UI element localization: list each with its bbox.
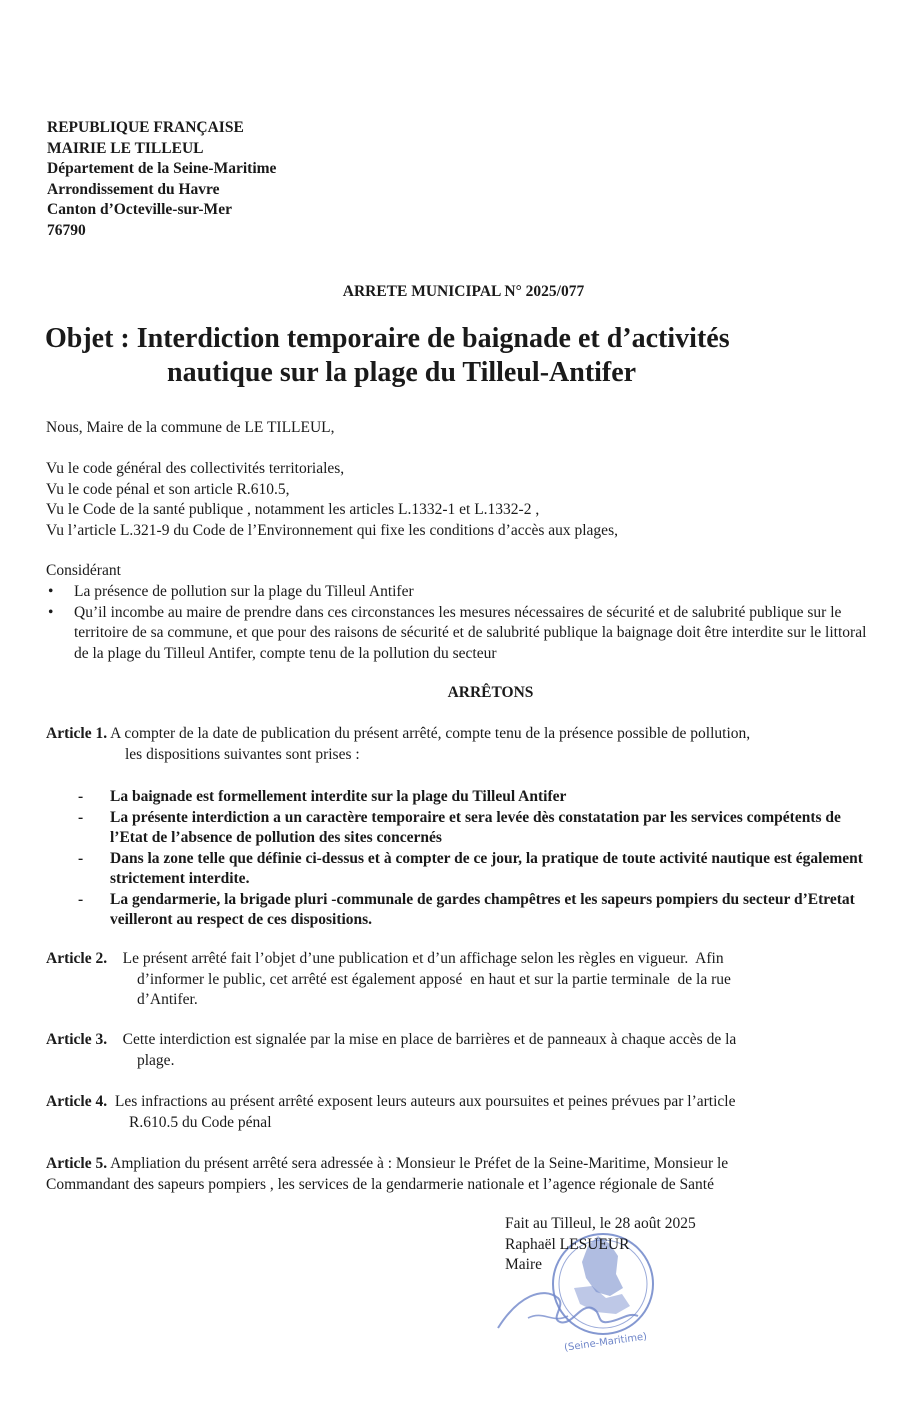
article-text: les dispositions suivantes sont prises :	[125, 745, 360, 763]
dash-icon: -	[78, 849, 84, 867]
letterhead-line: Arrondissement du Havre	[47, 180, 220, 198]
article-text: A compter de la date de publication du présent arrêté, compte tenu de la présence possible de pollution,	[107, 725, 751, 742]
list-item-text: La baignade est formellement interdite sur la plage du Tilleul Antifer	[110, 788, 567, 805]
dash-icon: -	[78, 788, 84, 805]
list-item	[78, 849, 868, 890]
list-item-text: La présence de pollution sur la plage du Tilleul Antifer	[74, 583, 414, 600]
list-item-text: Dans la zone telle que définie ci-dessus et à compter de ce jour, la pratique de toute activité nautique est également strictement interdite.	[110, 849, 863, 887]
bullet-icon: •	[48, 583, 54, 600]
document-title	[45, 322, 865, 390]
list-item	[46, 603, 876, 665]
list-item	[78, 787, 868, 808]
article-text: Commandant des sapeurs pompiers , les services de la gendarmerie nationale et l’agence régionale de Santé	[46, 1175, 714, 1193]
letterhead	[47, 118, 276, 241]
place-date: Fait au Tilleul, le 28 août 2025	[505, 1215, 696, 1232]
mayor-name: Raphaël LESUEUR	[505, 1235, 630, 1253]
article-2	[46, 949, 876, 1011]
article-label: Article 4.	[46, 1093, 108, 1110]
dash-icon: -	[78, 808, 84, 826]
article-label: Article 5.	[46, 1155, 108, 1172]
vu-line: Vu le code général des collectivités territoriales,	[46, 460, 345, 477]
svg-text:(Seine-Maritime): (Seine-Maritime)	[563, 1331, 648, 1354]
article-text: d’Antifer.	[137, 991, 198, 1008]
article-5	[46, 1154, 876, 1195]
article-text: plage.	[137, 1051, 175, 1069]
arretons-heading: ARRÊTONS	[447, 684, 534, 701]
article-1	[46, 724, 876, 765]
article-label: Article 3.	[46, 1031, 108, 1048]
article-1-provisions	[78, 787, 868, 931]
signature-block	[505, 1214, 696, 1276]
article-3	[46, 1030, 876, 1071]
article-label: Article 1.	[46, 725, 108, 742]
article-label: Article 2.	[46, 950, 108, 967]
title-line-1: Objet : Interdiction temporaire de baignade et d’activités	[45, 323, 730, 354]
dash-icon: -	[78, 890, 84, 908]
letterhead-line: Canton d’Octeville-sur-Mer	[47, 201, 232, 218]
vu-line: Vu l’article L.321-9 du Code de l’Environnement qui fixe les conditions d’accès aux plages,	[46, 521, 618, 539]
article-text: Les infractions au présent arrêté exposent leurs auteurs aux poursuites et peines prévues par l’article	[107, 1093, 736, 1110]
letterhead-line: REPUBLIQUE FRANÇAISE	[47, 119, 244, 136]
list-item	[46, 582, 876, 603]
intro-text: Nous, Maire de la commune de LE TILLEUL,	[46, 419, 335, 436]
considerant-list	[46, 582, 876, 664]
list-item-text: Qu’il incombe au maire de prendre dans ces circonstances les mesures nécessaires de sécurité et de salubrité publique sur le territoire de sa commune, et que pour des raisons de sécurité et de salubrité publique la baignage doit être interdite sur le littoral de la plage du Tilleul Antifer, compte tenu de la pollution du secteur	[74, 603, 867, 662]
letterhead-line: MAIRIE LE TILLEUL	[47, 139, 204, 157]
list-item-text: La présente interdiction a un caractère temporaire et sera levée dès constatation par les services compétents de l’Etat de l’absence de pollution des sites concernés	[110, 808, 841, 846]
article-text: R.610.5 du Code pénal	[129, 1113, 272, 1131]
legal-references	[46, 459, 618, 541]
title-line-2: nautique sur la plage du Tilleul-Antifer	[167, 357, 637, 388]
list-item	[78, 890, 868, 931]
mayor-title: Maire	[505, 1256, 543, 1273]
list-item-text: La gendarmerie, la brigade pluri -communale de gardes champêtres et les sapeurs pompiers du secteur d’Etretat veilleront au respect de ces dispositions.	[110, 890, 855, 928]
arrete-number: ARRETE MUNICIPAL N° 2025/077	[342, 283, 585, 300]
article-text: d’informer le public, cet arrêté est également apposé en haut et sur la partie terminale de la rue	[137, 970, 731, 988]
article-4	[46, 1092, 876, 1133]
letterhead-line: 76790	[47, 221, 86, 239]
vu-line: Vu le code pénal et son article R.610.5,	[46, 480, 290, 498]
article-text: Le présent arrêté fait l’objet d’une publication et d’un affichage selon les règles en vigueur. Afin	[107, 950, 724, 967]
article-text: Ampliation du présent arrêté sera adressée à : Monsieur le Préfet de la Seine-Maritime, Monsieur le	[107, 1155, 729, 1172]
bullet-icon: •	[48, 603, 54, 621]
letterhead-line: Département de la Seine-Maritime	[47, 160, 277, 177]
considerant-heading: Considérant	[46, 562, 121, 579]
vu-line: Vu le Code de la santé publique , notamment les articles L.1332-1 et L.1332-2 ,	[46, 501, 540, 518]
list-item	[78, 808, 868, 849]
article-text: Cette interdiction est signalée par la mise en place de barrières et de panneaux à chaque accès de la	[107, 1031, 737, 1048]
